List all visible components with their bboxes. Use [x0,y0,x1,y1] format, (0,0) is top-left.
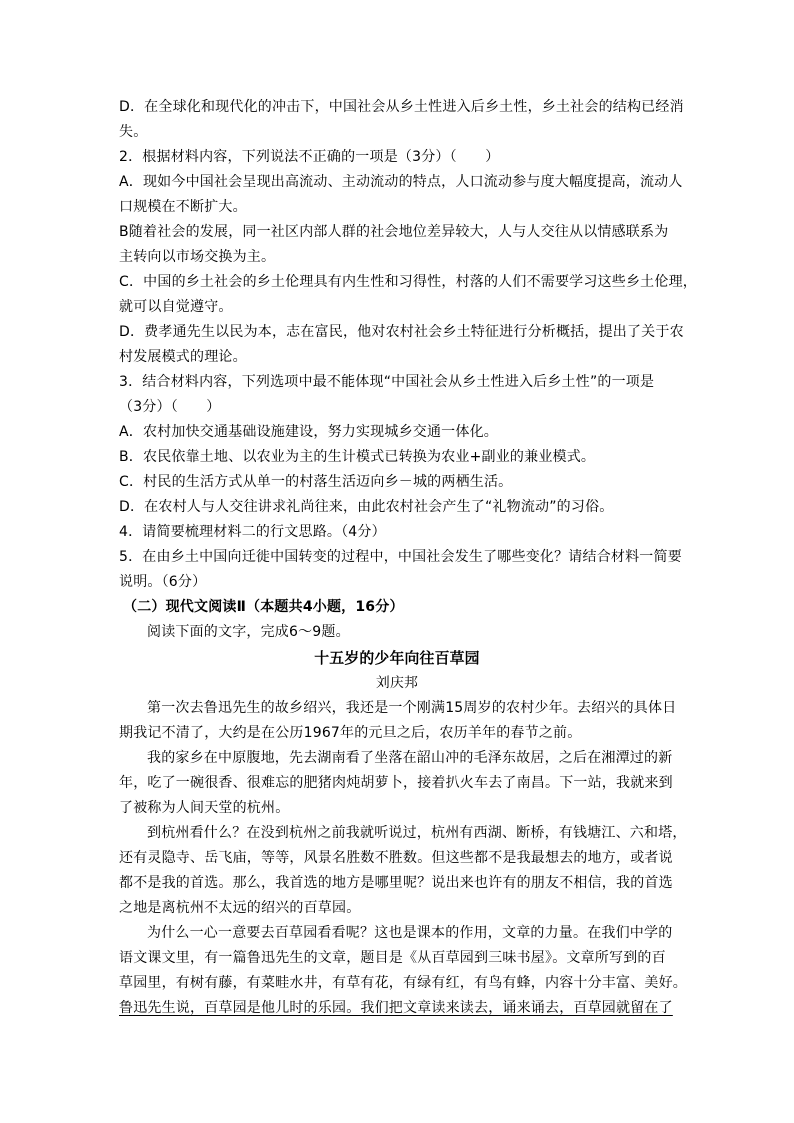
paragraph-1-line-1: 第一次去鲁迅先生的故乡绍兴，我还是一个刚满15周岁的农村少年。去绍兴的具体日 [147,700,677,716]
paragraph-2-line-3: 了被称为人间天堂的杭州。 [119,800,290,816]
option-1d-line-2: 失。 [119,124,148,140]
article-author: 刘庆邦 [375,675,419,691]
question-5-line-1: 5．在由乡土中国向迁徙中国转变的过程中，中国社会发生了哪些变化？请结合材料一简要 [119,549,682,565]
option-2a-line-2: 口规模在不断扩大。 [119,199,247,215]
paragraph-2-line-2: 年，吃了一碗很香、很难忘的肥猪肉炖胡萝卜，接着扒火车去了南昌。下一站，我就来到 [119,775,673,791]
option-1d-line-1: D．在全球化和现代化的冲击下，中国社会从乡土性进入后乡土性，乡土社会的结构已经消 [119,99,684,115]
option-2c-line-2: 就可以自觉遵守。 [119,299,233,315]
paragraph-2-line-1: 我的家乡在中原腹地，先去湖南看了坐落在韶山冲的毛泽东故居，之后在湘潭过的新 [147,750,673,766]
option-2b-line-2: 主转向以市场交换为主。 [119,249,276,265]
paragraph-3-line-2: 还有灵隐寺、岳飞庙，等等，风景名胜数不胜数。但这些都不是我最想去的地方，或者说 [119,850,673,866]
option-2d-line-1: D．费孝通先生以民为本，志在富民，他对农村社会乡土特征进行分析概括，提出了关于农 [119,324,684,340]
option-3a: A．农村加快交通基础设施建设，努力实现城乡交通一体化。 [119,424,498,440]
option-2c-line-1: C．中国的乡土社会的乡土伦理具有内生性和习得性，村落的人们不需要学习这些乡土伦理， [119,274,697,290]
paragraph-4-line-4-underlined: 鲁迅先生说，百草园是他儿时的乐园。我们把文章读来读去，诵来诵去，百草园就留在了 [119,1000,673,1016]
section-heading: （二）现代文阅读Ⅱ（本题共4小题，16分） [123,599,404,615]
article-title: 十五岁的少年向往百草园 [314,649,480,667]
question-4: 4．请简要梳理材料二的行文思路。（4分） [119,524,386,540]
paragraph-3-line-4: 之地是离杭州不太远的绍兴的百草园。 [119,900,361,916]
option-2a-line-1: A．现如今中国社会呈现出高流动、主动流动的特点，人口流动参与度大幅度提高，流动人 [119,174,683,190]
paragraph-3-line-1: 到杭州看什么？在没到杭州之前我就听说过，杭州有西湖、断桥，有钱塘江、六和塔， [147,825,687,841]
question-2-stem: 2．根据材料内容，下列说法不正确的一项是（3分）（ ） [119,149,500,165]
paragraph-3-line-3: 都不是我的首选。那么，我首选的地方是哪里呢？说出来也许有的朋友不相信，我的首选 [119,875,673,891]
question-5-line-2: 说明。（6分） [119,574,207,590]
paragraph-1-line-2: 期我记不清了，大约是在公历1967年的元旦之后，农历羊年的春节之前。 [119,725,582,741]
option-3b: B．农民依靠土地、以农业为主的生计模式已转换为农业+副业的兼业模式。 [119,449,596,465]
option-2b-line-1: B随着社会的发展，同一社区内部人群的社会地位差异较大，人与人交往从以情感联系为 [119,224,669,240]
paragraph-4-line-3: 草园里，有树有藤，有菜畦水井，有草有花，有绿有红，有鸟有蜂，内容十分丰富、美好。 [119,975,687,991]
option-2d-line-2: 村发展模式的理论。 [119,349,247,365]
question-3-stem-line-1: 3．结合材料内容，下列选项中最不能体现“中国社会从乡土性进入后乡土性”的一项是 [119,374,655,390]
reading-instruction: 阅读下面的文字，完成6～9题。 [147,624,350,640]
option-3c: C．村民的生活方式从单一的村落生活迈向乡－城的两栖生活。 [119,474,513,490]
question-3-stem-line-2: （3分）（ ） [119,399,221,415]
option-3d: D．在农村人与人交往讲求礼尚往来，由此农村社会产生了“礼物流动”的习俗。 [119,499,614,515]
paragraph-4-line-2: 语文课文里，有一篇鲁迅先生的文章，题目是《从百草园到三味书屋》。文章所写到的百 [119,950,666,966]
paragraph-4-line-1: 为什么一心一意要去百草园看看呢？这也是课本的作用，文章的力量。在我们中学的 [147,925,673,941]
